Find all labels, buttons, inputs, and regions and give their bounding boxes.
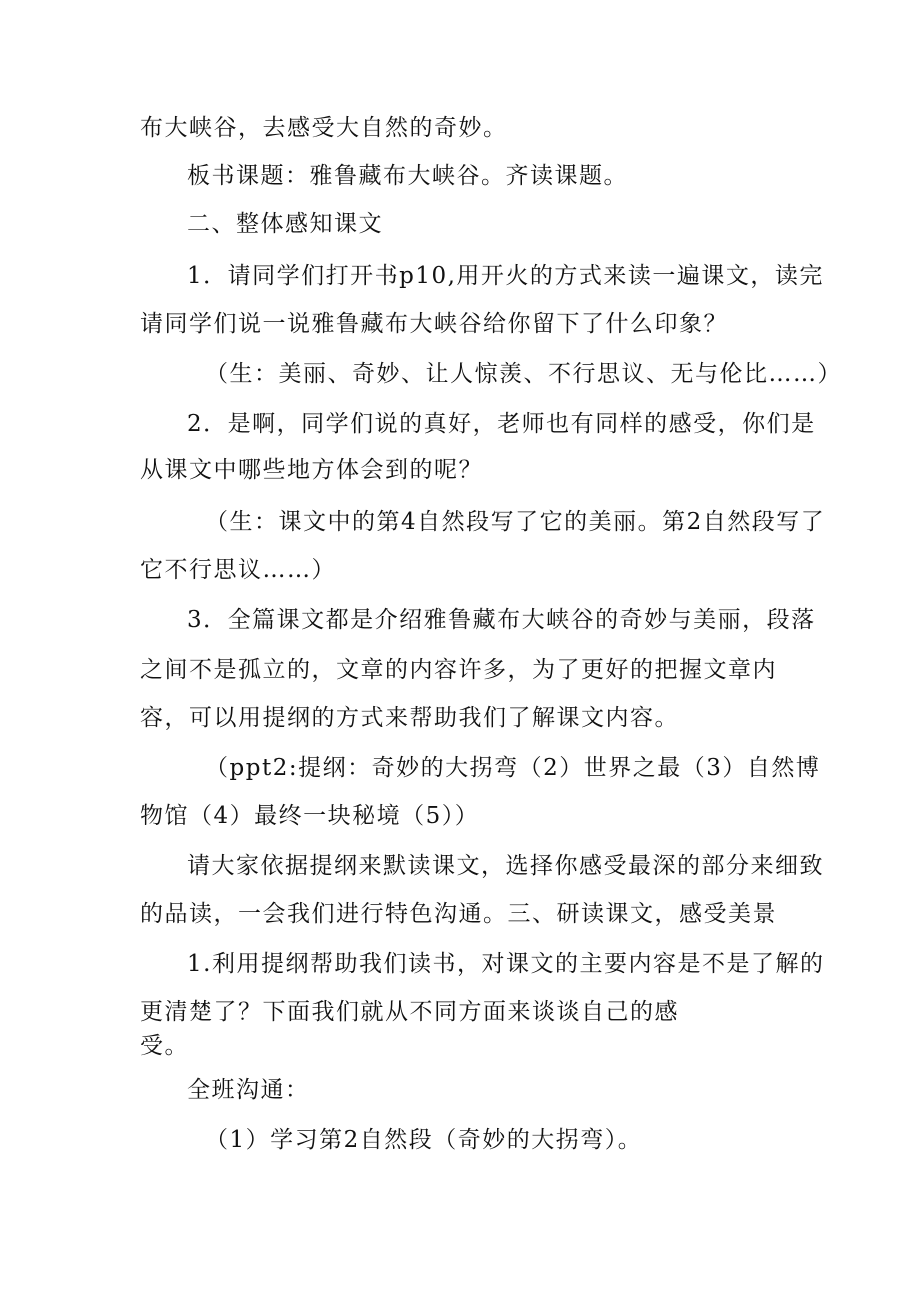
text-line-17: 的品读，一会我们进行特色沟通。三、研读课文，感受美景 — [140, 901, 777, 927]
text-line-4: 1．请同学们打开书p10,用开火的方式来读一遍课文，读完 — [187, 263, 824, 289]
text-line-18: 1.利用提纲帮助我们读书，对课文的主要内容是不是了解的 — [187, 951, 825, 977]
text-line-16: 请大家依据提纲来默读课文，选择你感受最深的部分来细致 — [187, 853, 824, 879]
text-line-6: （生：美丽、奇妙、让人惊羡、不行思议、无与伦比……） — [205, 361, 842, 387]
text-line-10: 它不行思议……） — [140, 557, 336, 583]
text-line-12: 之间不是孤立的，文章的内容许多，为了更好的把握文章内 — [140, 657, 777, 683]
text-line-14: （ppt2:提纲：奇妙的大拐弯（2）世界之最（3）自然博 — [205, 755, 821, 781]
text-line-13: 容，可以用提纲的方式来帮助我们了解课文内容。 — [140, 705, 679, 731]
text-line-1: 布大峡谷，去感受大自然的奇妙。 — [140, 115, 508, 141]
text-line-2: 板书课题：雅鲁藏布大峡谷。齐读课题。 — [187, 163, 628, 189]
text-line-9: （生：课文中的第4自然段写了它的美丽。第2自然段写了 — [205, 509, 826, 535]
text-line-19: 更清楚了？下面我们就从不同方面来谈谈自己的感 — [140, 999, 679, 1025]
text-line-22: （1）学习第2自然段（奇妙的大拐弯）。 — [205, 1127, 643, 1153]
text-line-20: 受。 — [140, 1033, 189, 1059]
text-line-11: 3．全篇课文都是介绍雅鲁藏布大峡谷的奇妙与美丽，段落 — [187, 607, 816, 633]
section-heading-2: 二、整体感知课文 — [187, 211, 383, 237]
text-line-8: 从课文中哪些地方体会到的呢？ — [140, 457, 483, 483]
text-line-21: 全班沟通： — [187, 1077, 310, 1103]
text-line-15: 物馆（4）最终一块秘境（5）） — [140, 803, 480, 829]
text-line-5: 请同学们说一说雅鲁藏布大峡谷给你留下了什么印象？ — [140, 311, 728, 337]
text-line-7: 2．是啊，同学们说的真好，老师也有同样的感受，你们是 — [187, 411, 816, 437]
